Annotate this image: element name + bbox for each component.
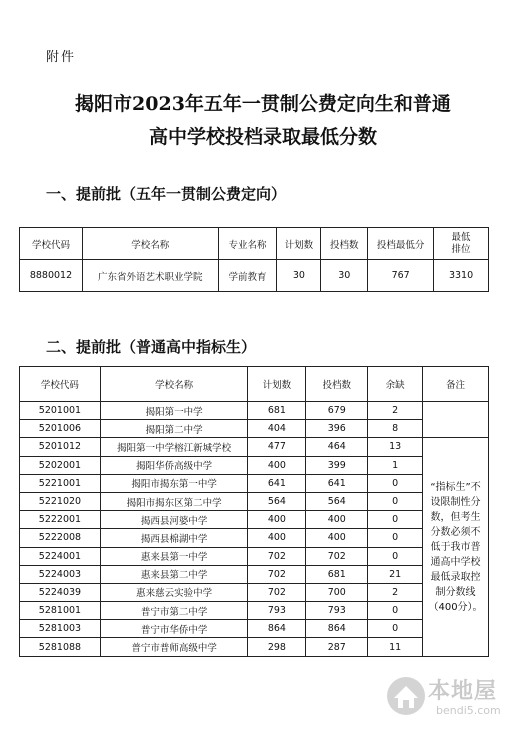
table-cell: 702 <box>248 565 306 583</box>
table-cell: 揭西县棉湖中学 <box>100 529 248 547</box>
table-row <box>20 456 489 474</box>
table-cell: 0 <box>368 602 423 620</box>
col-header: 专业名称 <box>218 228 277 260</box>
table-header-row <box>20 228 489 260</box>
table-cell: 400 <box>248 511 306 529</box>
title-line-1: 揭阳市2023年五年一贯制公费定向生和普通 <box>75 93 451 115</box>
section1-table <box>19 227 489 292</box>
col-header: 计划数 <box>248 367 306 402</box>
table-cell: 400 <box>306 511 368 529</box>
table-row <box>20 638 489 656</box>
table-cell: 惠来县第二中学 <box>100 565 248 583</box>
table-header-row <box>20 367 489 402</box>
table-cell: 普宁市普师高级中学 <box>100 638 248 656</box>
table-cell: 0 <box>368 547 423 565</box>
table-cell: 30 <box>321 260 368 292</box>
table-cell: 464 <box>306 438 368 456</box>
table-cell: 767 <box>368 260 434 292</box>
house-logo-icon <box>386 676 426 716</box>
table-row <box>20 583 489 601</box>
table-cell: 2 <box>368 402 423 420</box>
table-cell: 0 <box>368 511 423 529</box>
table-cell: 1 <box>368 456 423 474</box>
section2-table <box>19 366 489 657</box>
table-cell: 0 <box>368 529 423 547</box>
table-cell: 864 <box>248 620 306 638</box>
table-cell: 学前教育 <box>218 260 277 292</box>
table-cell: 5281088 <box>20 638 101 656</box>
table-cell: 惠来县第一中学 <box>100 547 248 565</box>
col-header: 计划数 <box>277 228 321 260</box>
watermark-text: 本地屋 <box>428 679 498 704</box>
table-cell: 13 <box>368 438 423 456</box>
table-cell: 揭西县河婆中学 <box>100 511 248 529</box>
table-cell: 5224039 <box>20 583 101 601</box>
table-row <box>20 438 489 456</box>
table-row <box>20 620 489 638</box>
table-cell: 0 <box>368 492 423 510</box>
watermark <box>380 668 520 726</box>
table-row <box>20 402 489 420</box>
section1-heading: 一、提前批（五年一贯制公费定向） <box>46 185 287 203</box>
table-cell: 5281001 <box>20 602 101 620</box>
table-cell: 8880012 <box>20 260 83 292</box>
table-cell: 揭阳第一中学 <box>100 402 248 420</box>
table-cell: 3310 <box>434 260 489 292</box>
table-cell: 702 <box>248 583 306 601</box>
table-cell: 564 <box>248 492 306 510</box>
table-cell: 揭阳华侨高级中学 <box>100 456 248 474</box>
table-row <box>20 529 489 547</box>
table-cell: 广东省外语艺术职业学院 <box>82 260 218 292</box>
table-cell: 8 <box>368 420 423 438</box>
table-cell: 5221020 <box>20 492 101 510</box>
table-cell: 5222001 <box>20 511 101 529</box>
table-cell: 400 <box>248 456 306 474</box>
table-cell: 396 <box>306 420 368 438</box>
table-cell: 793 <box>306 602 368 620</box>
attachment-label: 附件 <box>46 50 77 65</box>
table-cell: 5202001 <box>20 456 101 474</box>
table-cell: 400 <box>248 529 306 547</box>
table-cell: 21 <box>368 565 423 583</box>
table-row <box>20 511 489 529</box>
table-cell: 普宁市华侨中学 <box>100 620 248 638</box>
table-cell: 5221001 <box>20 474 101 492</box>
table-cell: 5201001 <box>20 402 101 420</box>
table-cell: 11 <box>368 638 423 656</box>
table-cell: 681 <box>248 402 306 420</box>
watermark-url: bendi5.com <box>436 704 501 717</box>
table-cell: 5224003 <box>20 565 101 583</box>
table-cell: 揭阳市揭东区第二中学 <box>100 492 248 510</box>
remark-note: “指标生”不设限制性分数，但考生分数必须不低于我市普通高中学校最低录取控制分数线（400分）。 <box>423 438 489 656</box>
table-row <box>20 602 489 620</box>
page-title <box>0 88 526 154</box>
table-cell: 399 <box>306 456 368 474</box>
table-cell: 641 <box>248 474 306 492</box>
table-cell: 287 <box>306 638 368 656</box>
section2-heading: 二、提前批（普通高中指标生） <box>46 338 257 356</box>
table-cell: 404 <box>248 420 306 438</box>
table-row <box>20 420 489 438</box>
table-cell: 400 <box>306 529 368 547</box>
table-cell: 揭阳市揭东第一中学 <box>100 474 248 492</box>
col-header: 投档最低分 <box>368 228 434 260</box>
col-header: 学校名称 <box>82 228 218 260</box>
table-cell: 5201012 <box>20 438 101 456</box>
table-cell: 864 <box>306 620 368 638</box>
table-cell: 793 <box>248 602 306 620</box>
col-header: 投档数 <box>321 228 368 260</box>
table-cell: 477 <box>248 438 306 456</box>
table-cell: 揭阳第二中学 <box>100 420 248 438</box>
table-cell: 702 <box>306 547 368 565</box>
note-cell-empty <box>423 402 489 438</box>
title-line-2: 高中学校投档录取最低分数 <box>148 126 377 148</box>
table-cell: 700 <box>306 583 368 601</box>
table-row <box>20 474 489 492</box>
table-cell: 681 <box>306 565 368 583</box>
table-cell: 0 <box>368 474 423 492</box>
col-header: 余缺 <box>368 367 423 402</box>
table-cell: 30 <box>277 260 321 292</box>
table-cell: 702 <box>248 547 306 565</box>
table-cell: 揭阳第一中学榕江新城学校 <box>100 438 248 456</box>
table-cell: 0 <box>368 620 423 638</box>
table-cell: 5224001 <box>20 547 101 565</box>
table-cell: 普宁市第二中学 <box>100 602 248 620</box>
table-cell: 2 <box>368 583 423 601</box>
table-row <box>20 565 489 583</box>
table-cell: 679 <box>306 402 368 420</box>
table-cell: 298 <box>248 638 306 656</box>
table-cell: 5201006 <box>20 420 101 438</box>
table-row <box>20 547 489 565</box>
table-cell: 惠来慈云实验中学 <box>100 583 248 601</box>
table-cell: 564 <box>306 492 368 510</box>
col-header: 备注 <box>423 367 489 402</box>
col-header: 学校代码 <box>20 367 101 402</box>
col-header-text: 最低排位 <box>451 231 471 255</box>
table-cell: 641 <box>306 474 368 492</box>
table-cell: 5222008 <box>20 529 101 547</box>
col-header: 学校名称 <box>100 367 248 402</box>
col-header: 学校代码 <box>20 228 83 260</box>
col-header: 投档数 <box>306 367 368 402</box>
table-row <box>20 260 489 292</box>
table-row <box>20 492 489 510</box>
col-header <box>434 228 489 260</box>
table-cell: 5281003 <box>20 620 101 638</box>
